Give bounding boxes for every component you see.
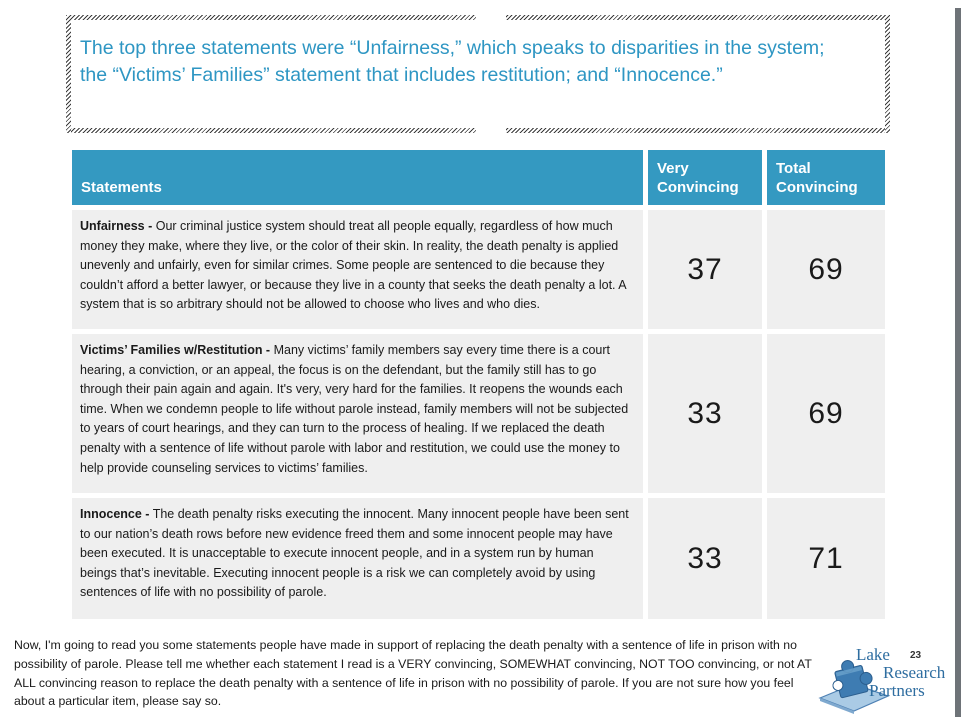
title-text-box[interactable] [66,15,890,133]
statements-table [72,150,885,619]
total-convincing-value: 69 [767,210,885,329]
very-convincing-value: 33 [648,498,762,619]
logo-word-research: Research [883,663,946,682]
window-edge-band [955,8,961,717]
statement-label: Victims’ Families w/Restitution - [80,343,271,357]
survey-question-note: Now, I'm going to read you some statements people have made in support of replacing the death penalty with a sentence of life in prison with no possibility of parole. Please tell me whether each statement I read is a VERY convincing, SOMEWHAT convincing, NOT TOO convincing, or not AT ALL convincing reason to replace the death penalty with a sentence of life in prison with no possibility of parole. If you are not sure how you feel about a particular item, please say so. [14,638,812,709]
statement-text: Our criminal justice system should treat all people equally, regardless of how much money they make, where they live, or the color of their skin. In reality, the death penalty is applied unevenly and unfairly, even for similar crimes. Some people are sentenced to die because they couldn’t afford a better lawyer, or because they live in a county that seeks the death penalty a lot. A system that is so arbitrary should not be allowed to choose who lives and who dies. [80,219,626,312]
column-header-statements: Statements [72,150,643,205]
slide-title: The top three statements were “Unfairness,” which speaks to disparities in the system; the “Victims’ Families” statement that includes restitution; and “Innocence.” [80,37,825,86]
selection-border-left [66,15,71,133]
column-header-total-convincing: Total Convincing [767,150,885,205]
table-row-statement-innocence [72,498,643,619]
logo-word-lake: Lake [856,645,890,664]
statement-text: Many victims’ family members say every time there is a court hearing, a conviction, or an appeal, the focus is on the defendant, but the family still has to go through their pain again and again. It's very, very hard for the families. It reopens the wounds each time. When we condemn people to life without parole instead, family members will not be subjected to years of court hearings, and they can turn to the process of healing. If we replaced the death penalty with a sentence of life without parole with labor and restitution, we could use the money to help provide counseling services to victims’ families. [80,343,629,475]
table-row-statement-unfairness [72,210,643,329]
selection-border-right [885,15,890,133]
very-convincing-value: 37 [648,210,762,329]
logo-word-partners: Partners [869,681,925,700]
table-row-statement-victims-families [72,334,643,493]
column-header-very-convincing: Very Convincing [648,150,762,205]
statement-label: Innocence - [80,507,150,521]
very-convincing-value: 33 [648,334,762,493]
total-convincing-value: 71 [767,498,885,619]
page-number: 23 [910,650,922,661]
statement-text: The death penalty risks executing the innocent. Many innocent people have been sent to our nation’s death rows before new evidence freed them and some innocent people may have been executed. It is unacceptable to execute innocent people, and in a system run by human beings that’s inevitable. Executing innocent people is a risk we can completely avoid by using sentences of life with no possibility of parole. [80,507,629,600]
total-convincing-value: 69 [767,334,885,493]
selection-border-gap-bottom [476,128,506,133]
lake-research-partners-logo [818,645,954,714]
statement-label: Unfairness - [80,219,153,233]
selection-border-gap-top [476,15,506,20]
logo-wordmark [856,646,945,700]
